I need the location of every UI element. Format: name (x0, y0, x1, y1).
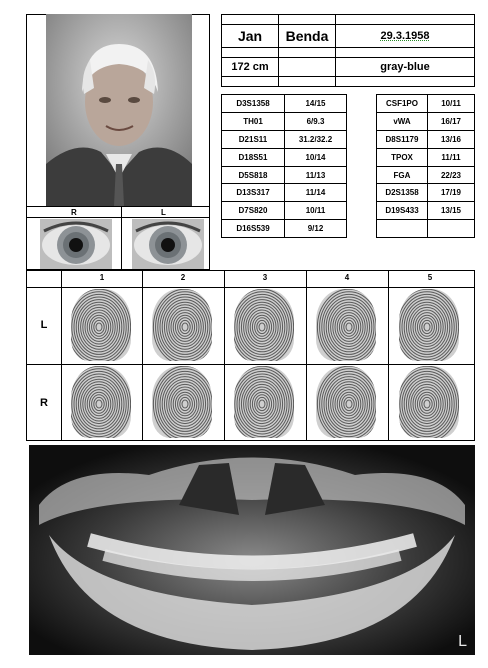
table-row (222, 184, 347, 202)
fingerprint-r-4 (316, 366, 376, 438)
empty-cell (279, 48, 336, 58)
fingerprint-l-5 (399, 289, 459, 361)
iris-left-label: L (161, 208, 166, 217)
eye-color-value: gray-blue (336, 58, 475, 77)
table-row (377, 130, 475, 148)
identity-table (221, 14, 475, 87)
allele-cell: 16/17 (428, 112, 475, 130)
allele-cell: 31.2/32.2 (285, 130, 347, 148)
row-label-left: L (40, 319, 48, 331)
allele-cell: 11/14 (285, 184, 347, 202)
table-row (377, 148, 475, 166)
allele-cell: 13/16 (428, 130, 475, 148)
allele-cell: 10/11 (428, 95, 475, 113)
fingerprint-r-3 (234, 366, 294, 438)
fingerprint-r-1 (71, 366, 131, 438)
empty-cell (279, 58, 336, 77)
locus-cell: D8S1179 (377, 130, 428, 148)
allele-cell: 17/19 (428, 184, 475, 202)
iris-divider (121, 206, 122, 270)
locus-cell: D19S433 (377, 202, 428, 220)
empty-cell (336, 15, 475, 25)
locus-cell: TPOX (377, 148, 428, 166)
allele-cell: 11/11 (428, 148, 475, 166)
table-row (222, 220, 347, 238)
table-row (377, 95, 475, 113)
locus-cell: vWA (377, 112, 428, 130)
locus-cell: D3S1358 (222, 95, 285, 113)
locus-cell (377, 220, 428, 238)
finger-col-2: 2 (180, 273, 186, 282)
empty-cell (222, 48, 279, 58)
finger-col-4: 4 (344, 273, 350, 282)
locus-cell: D2S1358 (377, 184, 428, 202)
portrait-photo (46, 14, 192, 206)
locus-cell: FGA (377, 166, 428, 184)
locus-cell: D5S818 (222, 166, 285, 184)
dental-xray (29, 445, 475, 655)
allele-cell: 14/15 (285, 95, 347, 113)
str-table-right (376, 94, 475, 238)
empty-cell (336, 77, 475, 87)
height-value: 172 cm (222, 58, 279, 77)
iris-right-image (40, 219, 112, 269)
table-row (222, 112, 347, 130)
finger-col-3: 3 (262, 273, 268, 282)
table-row (377, 220, 475, 238)
table-row (222, 148, 347, 166)
allele-cell: 10/14 (285, 148, 347, 166)
xray-side-marker: L (458, 633, 467, 650)
locus-cell: CSF1PO (377, 95, 428, 113)
locus-cell: TH01 (222, 112, 285, 130)
iris-right-label: R (71, 208, 77, 217)
table-row (222, 130, 347, 148)
table-row (377, 184, 475, 202)
fingerprint-r-5 (399, 366, 459, 438)
iris-label-row (26, 206, 210, 218)
locus-cell: D21S11 (222, 130, 285, 148)
table-row (377, 202, 475, 220)
empty-cell (279, 77, 336, 87)
allele-cell: 13/15 (428, 202, 475, 220)
fingerprint-r-2 (152, 366, 212, 438)
fingerprint-l-1 (71, 289, 131, 361)
empty-cell (279, 15, 336, 25)
table-row (222, 202, 347, 220)
allele-cell (428, 220, 475, 238)
fingerprint-grid (26, 270, 475, 441)
empty-cell (336, 48, 475, 58)
table-row (377, 166, 475, 184)
finger-col-1: 1 (99, 273, 105, 282)
empty-cell (222, 77, 279, 87)
table-row (377, 112, 475, 130)
allele-cell: 6/9.3 (285, 112, 347, 130)
first-name: Jan (222, 25, 279, 48)
table-row (222, 166, 347, 184)
str-table-left (221, 94, 347, 238)
allele-cell: 9/12 (285, 220, 347, 238)
fingerprint-l-3 (234, 289, 294, 361)
allele-cell: 10/11 (285, 202, 347, 220)
locus-cell: D7S820 (222, 202, 285, 220)
locus-cell: D16S539 (222, 220, 285, 238)
last-name: Benda (279, 25, 336, 48)
iris-left-image (132, 219, 204, 269)
allele-cell: 11/13 (285, 166, 347, 184)
locus-cell: D18S51 (222, 148, 285, 166)
locus-cell: D13S317 (222, 184, 285, 202)
finger-col-5: 5 (427, 273, 433, 282)
allele-cell: 22/23 (428, 166, 475, 184)
fingerprint-l-4 (316, 289, 376, 361)
empty-cell (222, 15, 279, 25)
row-label-right: R (40, 397, 48, 409)
birth-date: 29.3.1958 (336, 25, 475, 48)
fingerprint-l-2 (152, 289, 212, 361)
table-row (222, 95, 347, 113)
